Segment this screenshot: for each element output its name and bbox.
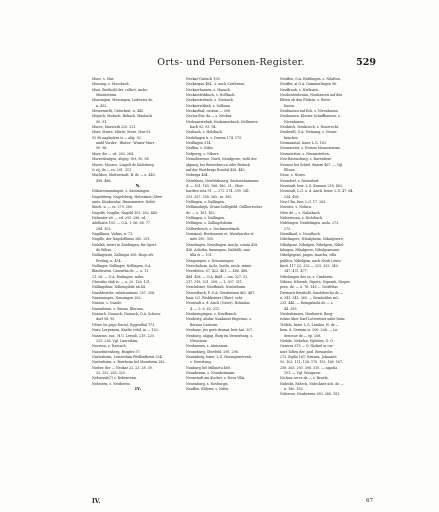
index-entry-line: Mures, Marsrath 220. 221. — [92, 125, 137, 130]
index-entry-line: Nalelsh, merrt in Zeadingen, für Opert. — [92, 242, 158, 247]
index-column-middle — [186, 77, 278, 392]
index-entry-line: husen. — [284, 103, 295, 108]
index-entry-line: 284. 302. — [96, 226, 112, 231]
index-entry-line: Neuneburg, Oberfeld. 295. 296. — [186, 349, 239, 354]
index-entry-line: hardtes sota 31. — 272. 274. 339. 341. — [186, 189, 251, 194]
index-entry-line: Nibalgone, Nibalgen, Nibelgem, Nibel- — [280, 242, 345, 247]
index-entry-line: krischer. — [284, 135, 299, 140]
index-entry-line: Neunstetten, s. Niwnnstetten. — [280, 151, 330, 156]
index-entry-line: Neumiester, s. Novum Monasterium. — [280, 146, 341, 151]
index-entry-line: 317. 318. 321. 358. — 1. 307. 311. — [186, 280, 244, 285]
index-entry-line: u. 180. 182. — [284, 386, 304, 391]
index-entry-line: Tröfels, baier. L.G. Landau, H. de — — [280, 322, 340, 327]
index-entry-line: Nastosheim, s. Borrheim bel Munsheim 282. — [92, 360, 166, 365]
index-entry-line: hem. 8. German is. 200. 208. — Lu- — [280, 328, 339, 333]
index-entry-line: Nidrlingen, Neidelingen, mola, 273. — [280, 221, 340, 226]
index-entry-line: Murr, Murre, Mürre, Mure, Mur 91. — [92, 130, 152, 135]
index-entry-line: Neerdeten. 87. 422. 461. — 486. 488. — [186, 269, 249, 274]
index-entry-line: Ministerium. — [96, 93, 118, 98]
index-entry-line: Nagillinen, Virkus, n. 71. — [92, 231, 134, 236]
index-entry-line: Nengsingen, s. Neunasingen. — [186, 258, 235, 263]
index-entry-line: Neuoelbach, F. O.A. Gerabetaen 461. 467. — [186, 290, 256, 295]
index-entry-line: Neckargau 484., s. auch Cartheson. — [186, 82, 246, 87]
index-entry-line: Neubeutenbrunn, Neuhausen auf den — [280, 93, 343, 98]
index-entry-line: Nunburg bel Millmeta 460. — [186, 365, 231, 370]
index-entry-line: 233. 446. — Reingaboda de — s. — [280, 301, 334, 306]
index-entry-line: Nenelingen, Nenslingen, macla, comta 428. — [186, 242, 259, 247]
index-entry-line: Neuffrauh, s. Niefauen. — [280, 87, 319, 92]
index-entry-line: 484. 438. — O.A. Bald — um. 327. 51. — [186, 274, 249, 279]
index-entry-line: Neustadt a. d. Aisch (Unter), Holmalac — [186, 301, 251, 306]
index-entry-line: Eltaus. — [284, 167, 296, 172]
index-entry-line: 273. Egilia 161. Ezwara, Johannes — [280, 354, 337, 359]
index-entry-line: Nenburg, ahgng. Burg im Vernerburg, s. — [186, 333, 254, 338]
index-entry-line: Hebenter vd. — vd. 293. 296. vd. — [92, 215, 147, 220]
index-entry-line: Nassen, s. Nassle. — [92, 301, 123, 306]
index-entry-line: 32. 252. 283. 325. — [96, 370, 126, 375]
header-title: Orts- und Personen-Register. — [157, 57, 305, 68]
index-entry-line: Neinobereuse, Nurit, Neudgrove, viehl der — [186, 157, 257, 162]
index-entry-line: auf der Wartbergs Roselal 436. 440. — [186, 167, 246, 172]
index-entry-line: 92 96 naglachen is — abg. 92, — [92, 135, 142, 140]
index-entry-line: Murrenburgen, abgeg. Ort, 90. 98. — [92, 157, 150, 162]
index-entry-line: Nemmsel, Hertissenes et, Wernhardes et — [186, 231, 254, 236]
index-entry-line: de Wiltro. — [96, 248, 113, 252]
index-entry-line: 347. 475. 477. — [284, 269, 308, 274]
index-entry-line: Nerschahem, Incle, Inetla, necla, intme. — [186, 264, 253, 269]
index-entry-line: Neuffen, Ehlerer, s. Nifen. — [186, 386, 230, 391]
index-entry-line: Neirfsluns, Neirlelzhourg, Suchseshairnnen — [186, 178, 259, 183]
index-entry-line: Neustadt, beir. L.G. Kronum 218. 463. — [280, 183, 344, 188]
index-entry-line: Neckarthal, castum — 308. — [186, 109, 231, 114]
index-entry-line: u. 341. 341. 360. — Reinholdus asL. — [280, 296, 340, 301]
index-entry-line: Nieber, der — Neckar 22. 23. 28. 30. — [92, 365, 153, 370]
index-entry-line: Neckarstrebach, s. Steinach. — [186, 98, 234, 103]
index-entry-line: Nassmbeun, s. Bauna, Bleruna. — [92, 306, 144, 311]
index-entry-line: Neu-Ravensburg, s. Ravenbere. — [280, 157, 333, 162]
index-column-right — [280, 77, 372, 398]
index-entry-line: Nefpurrg, s. Niberv. — [186, 151, 220, 156]
index-entry-line: Mutlsber, Mutterstadt, B. de — u. 445, — [92, 173, 156, 178]
index-entry-line: Nelliinsdirgh, Grune-Lellepfeld, Güllbertscher — [186, 205, 263, 210]
index-entry-line: Nacessa, s. Nassach. — [92, 344, 127, 349]
index-entry-line: Nastosheim, Lestershim Pfeilbzdheim 234. — [92, 354, 163, 359]
index-entry-line: de. — s. 161. 162. — [186, 210, 216, 215]
index-entry-line: Blaubeuren, Carentha de. — u. 11. — [92, 269, 150, 274]
index-entry-line: Nallinger, Nallinger, Nellingen, O.A. — [92, 264, 152, 269]
index-entry-line: rutine über Darf Lotteresier nahe beim — [280, 317, 345, 322]
index-entry-line: Neuberdl, O.A. Tettnang, s. Neuse- — [280, 130, 338, 135]
index-entry-line: abpurg, bei Reisesbrocca oder Reissch — [186, 162, 251, 167]
index-entry-line: Nibelgegens, pagus, marcha, villa — [280, 253, 337, 258]
index-entry-line: Narsbhsruhe, substrantiner, 257. 308. — [92, 290, 156, 295]
index-entry-line: Neundorf, s. Niuendurf. — [280, 178, 320, 183]
index-entry-line: 4. — 5. 6. 62. 211. — [190, 306, 221, 311]
index-entry-line: Nazzeningen, Nensingen 262. — [92, 296, 142, 301]
index-entry-line: Dermarti Reinhold, Gaudebircha de — — [280, 290, 344, 295]
index-entry-line: Neue, s. Niwes. — [280, 173, 306, 178]
index-entry-line: Nieustene. — [190, 338, 208, 343]
section-letter-heading: N. — [135, 183, 141, 189]
index-entry-line: n. 432. — [96, 103, 108, 108]
index-entry-line: Nebstren, s. Neuberen. — [92, 381, 131, 386]
index-entry-line: Niederhausen, Neuhaerti, Burg- — [280, 312, 334, 317]
index-entry-line: Niclaus cerve de — s. Bruela. — [280, 376, 329, 381]
index-entry-line: 498. 486. — [96, 178, 112, 183]
index-entry-line: 44. 359. — [284, 306, 298, 311]
index-entry-line: Neukirch, Neukriech, s. Nonerecht. — [280, 125, 340, 130]
index-entry-line: Neumaratal, lauer. L.G. 163. — [280, 141, 327, 146]
index-entry-line: Neunbeium, s. Neunheimann. — [186, 370, 236, 375]
index-entry-line: Nêss de — s. Nalsebach. — [280, 210, 321, 215]
index-entry-line: s. Nersrtang. — [190, 360, 212, 365]
signature-mark: IV. — [92, 498, 101, 505]
index-entry-line: Nassebürenberg, Beigitte 37. — [92, 349, 141, 354]
index-entry-line: Neustadt, L.G. a. d. Aisch, beier. L.G. 47. 64. — [280, 189, 354, 194]
index-entry-line: Neveste, s. Nefurn. — [280, 205, 312, 210]
index-entry-line: Neuneu bei Schiel, Baiern 467. — Vgl. — [280, 162, 344, 167]
index-entry-line: Gezeres 378 — Ö. Niekiel in cer- — [280, 344, 334, 349]
index-entry-line: 275. — [284, 226, 292, 231]
index-entry-line: 234. 458. — [284, 194, 300, 199]
index-entry-line: Nêsse (in pago Duria), Eggenthal 173. — [92, 322, 156, 327]
running-header — [92, 57, 376, 71]
index-entry-line: Nellingen, s. Nallingen. — [186, 199, 225, 204]
index-entry-line: Neberga 464. — [186, 173, 209, 178]
index-entry-line: publica, Nibelgem, nach Neub Leute- — [280, 258, 342, 263]
index-entry-line: Neckarrichhab, s. Salbnau. — [186, 103, 231, 108]
index-entry-line: 93. 103. 111. 128. 179. 153. 166. 167. — [280, 360, 344, 365]
index-entry-line: Neuhausen, Kloster Schaffhausen, s. — [280, 114, 341, 119]
index-entry-line: Nebuvruh(?) s. Rebenvenn. — [92, 376, 138, 381]
index-entry-line: 258. 263. 293. 308. 310. — sapolia — [280, 365, 338, 370]
index-entry-line: Bernau Castrum. — [190, 322, 219, 327]
index-entry-line: Murse, Moosco, Lingolt de Kalesberg — [92, 162, 154, 167]
sheet-number: 67 — [366, 498, 373, 504]
index-entry-line: lnhagen, Nibalgiese, Nibalgomoune, — [280, 248, 341, 252]
index-entry-line: nars Tollen der. parl. Bernardus — [280, 349, 333, 354]
index-entry-line: 101. — Vgl. Wsugasse. — [284, 370, 322, 375]
index-entry-line: Nectar fluv. da — s. Neckar. — [186, 114, 232, 119]
index-entry-line: Neuenburg, s. Novburgis. — [186, 381, 229, 386]
page-number: 529 — [356, 57, 376, 68]
index-entry-line: Nübarrsmantingen, s. Sassmingen. — [92, 189, 151, 194]
index-entry-line: Cherafus sluh is. — u. 20. 126. 131. — [92, 280, 151, 285]
section-letter-heading: IV. — [134, 386, 142, 392]
index-entry-line: 353. 357. 358. 365., m. 362. — [186, 194, 233, 199]
index-entry-line: ambl Vorder-, Hinter-, Winter-Murr — [96, 141, 155, 146]
index-entry-line: Mussing, s. Moosbach. — [92, 82, 130, 87]
index-entry-line: Muzi, Berthold der, collect, sachs. — [92, 87, 149, 92]
index-entry-line: Neubausen auf Ech, s. Nivenhusen. — [280, 109, 339, 114]
index-entry-line: Nagillo, der Nagoldflusse 280. 291. — [92, 237, 151, 242]
index-entry-line: Nibern, Nibernh, Nipere, Nipernh, Nieper, — [280, 280, 351, 285]
index-entry-line: & zij, do — vs. 201. 311. — [92, 167, 133, 172]
index-entry-line: Nellingen, s. Zallingelsheim. — [186, 221, 234, 226]
index-entry-line: Nideriessau, s. Niclebach. — [280, 215, 324, 220]
index-entry-line: Neu-Ulm, bier. L.G. 17. 263. — [280, 199, 327, 204]
index-entry-line: Nedeach, s. Holzbach. — [186, 130, 223, 135]
index-entry-line: pern, de. — u. 76. 145 — Gottfritas — [280, 285, 338, 290]
index-entry-line: Neckar-Gartach 100. — [186, 77, 221, 81]
index-entry-line: Nivenhusen. — [284, 119, 305, 124]
index-entry-line: Adelhaite 103. — O.A. 1. 66. 68. 77. — [92, 221, 151, 226]
index-entry-line: Neuhausen, s. Ataisemus. — [186, 344, 229, 349]
index-entry-line: Neuffen, O.A. Rüttlingen, s. Nilafton. — [280, 77, 341, 81]
index-entry-line: Neunstadt am Kocher, s. Nova Villa. — [186, 376, 246, 381]
index-entry-line: Nellersbesch, s. Neckmsertbach. — [186, 226, 241, 231]
index-entry-line: Messewarth, Unterkrat, n. 445. — [92, 109, 145, 114]
index-entry-line: Nidecks, Nideck, Nideckner ach. de — — [280, 381, 344, 386]
index-entry-line: Nallingeries, Zallingar 269. Hugo alv — [92, 253, 154, 258]
index-entry-line: Neuberty, alsdur. Knnkrunt Engevinn, s. — [186, 317, 253, 322]
index-entry-line: Nidersoe, Neuheeren 283. 266. 181. — [280, 392, 341, 397]
index-entry-line: ltinch, n. — vs. 279. 280. — [92, 205, 133, 210]
index-entry-line: Neuhaue, jeo gerü dennar, keir Ant. 307. — [186, 328, 254, 333]
index-entry-line: tilla is — 101. — [190, 253, 213, 258]
index-entry-line: baar. LG. Wiskkeister (Gher): sebr — [186, 296, 243, 301]
index-entry-line: Niebde, Nebelen, Hybelen, Ö. Ö. — [280, 338, 334, 343]
index-entry-line: Neckarsteikbach, s. Nollbach. — [186, 93, 236, 98]
index-entry-line: Nellingen, s. Nallingen. — [186, 215, 225, 220]
index-entry-line: Neschibner, Neuffrauh, Neubehurm. — [186, 285, 247, 290]
index-entry-line: 90. 96. — [96, 146, 108, 151]
index-entry-line: bach 92. 93. 94. — [190, 125, 217, 130]
index-entry-line: Murr, die — vd. 263. 264. — [92, 151, 135, 156]
index-entry-line: 436. Achitha, Immingen, Nalsbilli, nan- — [186, 248, 251, 252]
index-entry-line: Nallingebuir, Nilleingibile ah 44. — [92, 285, 146, 290]
index-entry-line: Nasarius, sus., H.U. Lersuh, 219. 220. — [92, 333, 155, 338]
index-entry-line: amts. Künkeeslar, Hinnenmeier, Nebit- — [92, 199, 156, 204]
index-entry-line: Nedelingen u. s. Dorren 174. 175. — [186, 135, 243, 140]
index-entry-line: kirch 117 (2). 332 — 325. 339. 340. — [280, 264, 339, 269]
index-entry-line: Eilern ob den Fildern, s. Riete- — [280, 98, 331, 103]
index-entry-line: mitv 289. 300. — [190, 237, 214, 242]
index-entry-line: Nasv, Lorpenuss, Kneltz coful. in — 120. — [92, 328, 159, 333]
index-entry-line: d. — 161. 165. 166. 160. 31., Ober- — [186, 183, 245, 188]
index-entry-line: Nibelingere, Nibalgheim, Nibalgerore, — [280, 237, 344, 242]
index-column-left — [92, 77, 184, 392]
index-entry-line: Ersting, n. 434. — [96, 258, 122, 263]
index-entry-line: 90. 91. — [96, 119, 108, 124]
index-entry-line: Neckarrhanzen, s. Huzach. — [186, 87, 231, 92]
index-entry-line: Nedenaestehab, Nadamersbach, Nellmrers- — [186, 119, 259, 124]
index-entry-line: dorf 94. 95. — [96, 317, 116, 322]
index-entry-line: Muzzingen, Messingen, Lodweiss de, — [92, 98, 154, 103]
index-entry-line: Nedlingen 314. — [186, 141, 212, 146]
index-entry-line: Neuffer, ai O.A. Gummerlingen 96. — [280, 82, 338, 87]
index-entry-line: Neunnbeig, baier. L.G. Hermgesnerenh, — [186, 354, 252, 359]
index-entry-line: 21. 26. — O.A. Esslingen, miles — [92, 274, 144, 279]
index-entry-line: dewicue de — ep. 208. — [284, 333, 322, 338]
index-entry-line: Mure, s. Mur. — [92, 77, 115, 81]
index-entry-line: Neuberngingen, s. Neuffrauch. — [186, 312, 238, 317]
index-entry-line: Nassach, Nassach, Nassach, O.A. Schorn- — [92, 312, 161, 317]
index-entry-line: 225. 226. Vgl. Laureslam. — [96, 338, 139, 343]
index-entry-line: Nibelungen des es, s. Cimberen. — [280, 274, 334, 279]
index-entry-line: Niemlhaul, s. Noudbach. — [280, 231, 321, 236]
index-entry-line: Nedfen, s. Nifus. — [186, 146, 214, 151]
index-entry-line: Muyach, Mubach, Bubach, Maubach — [92, 114, 153, 119]
index-entry-line: Nagolfe, Nagilin, Nagold 103. 262. 440. — [92, 210, 158, 215]
index-entry-line: Nagelsberg, Nagelsberg, Holzstmer (Ober- — [92, 194, 164, 199]
